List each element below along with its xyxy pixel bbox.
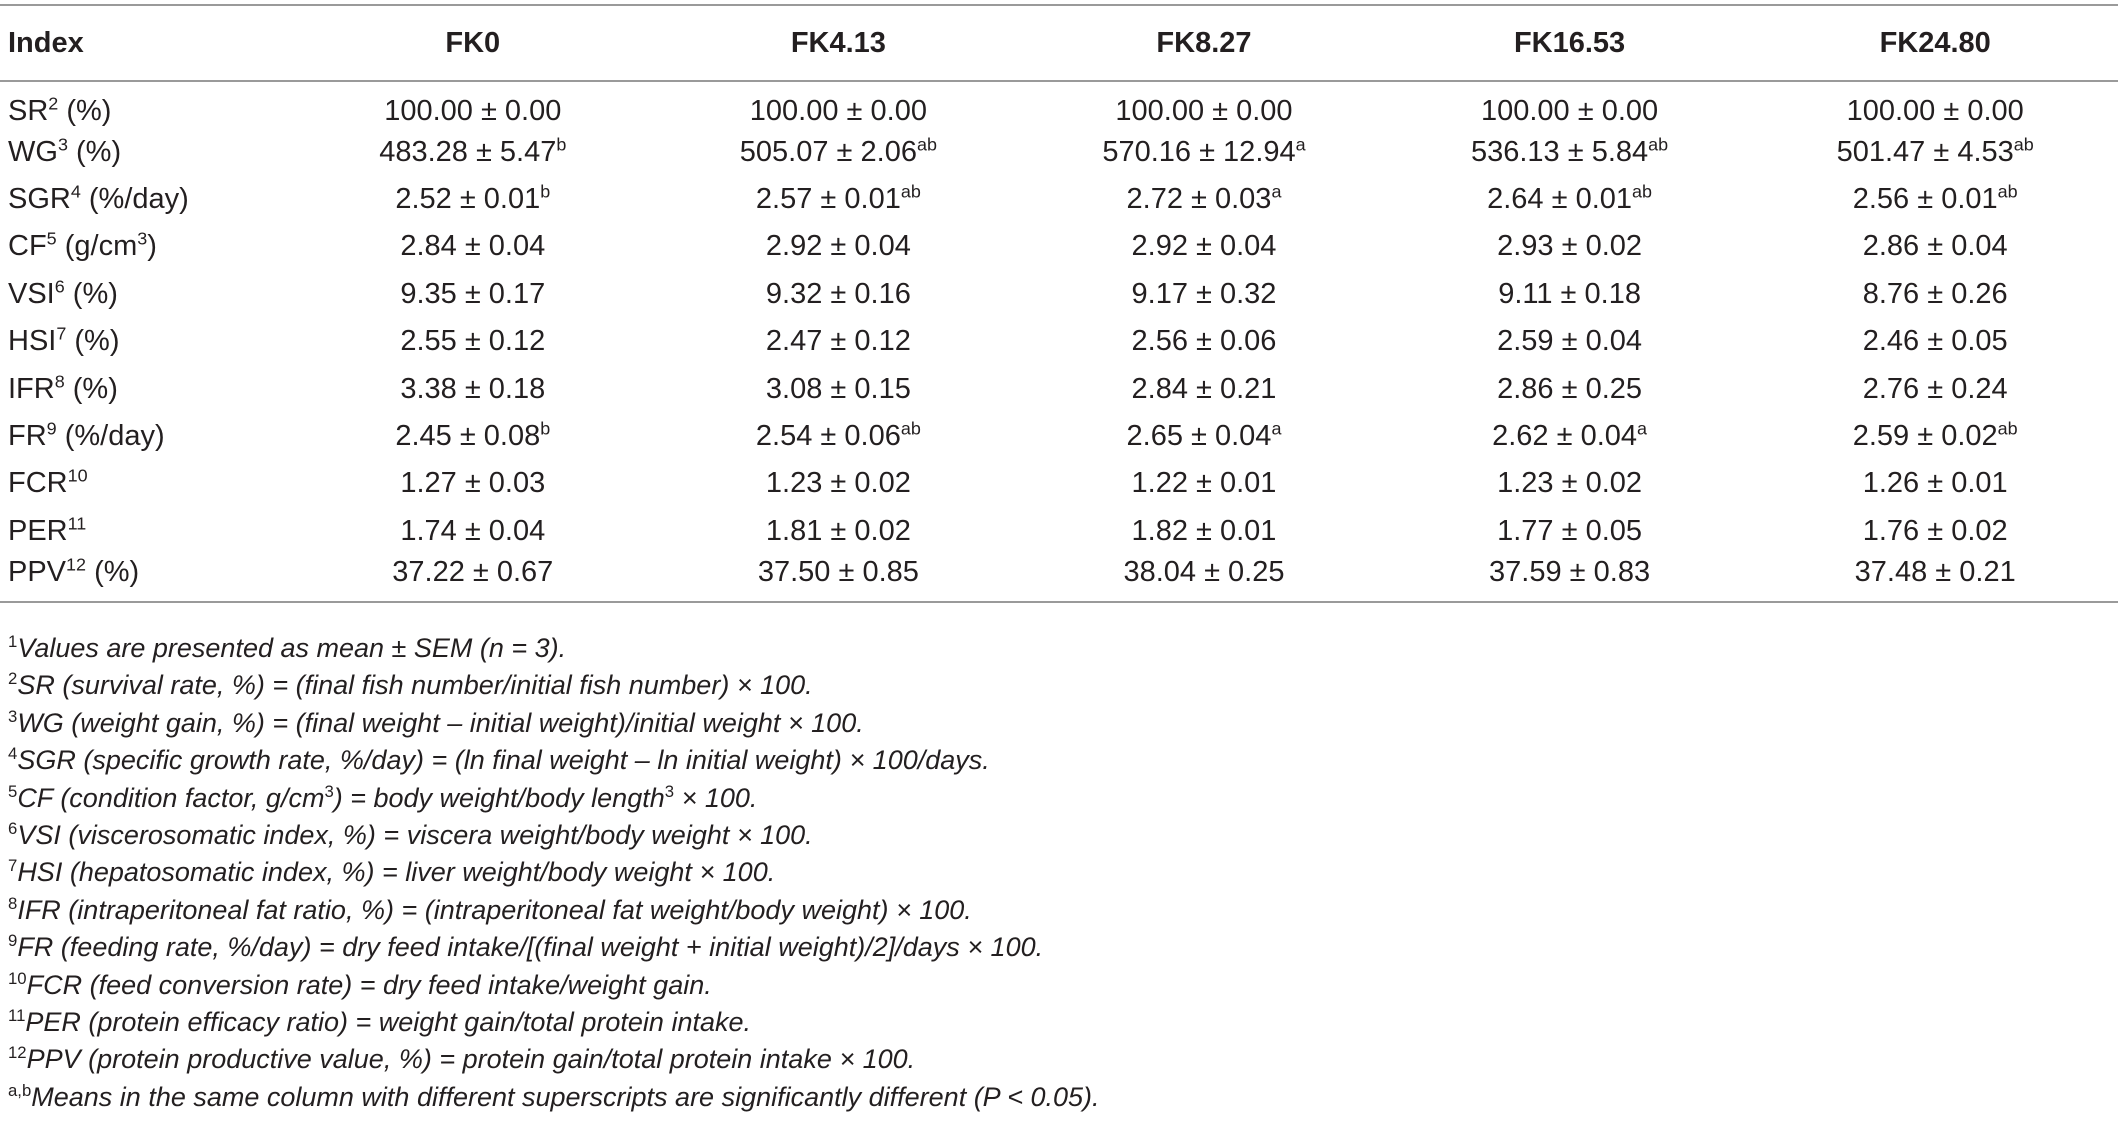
row-label: PER xyxy=(8,514,68,547)
table-cell xyxy=(1387,365,1753,412)
table-cell xyxy=(290,318,656,365)
row-label-cell xyxy=(0,365,290,412)
row-label-cell xyxy=(0,460,290,507)
row-label: FR xyxy=(8,419,47,452)
footnote-text: HSI (hepatosomatic index, %) = liver weight/body weight × 100. xyxy=(17,857,776,888)
table-cell xyxy=(1752,128,2118,175)
table-cell xyxy=(656,271,1022,318)
cell-value: 1.22 ± 0.01 xyxy=(1131,467,1277,500)
table-cell xyxy=(656,413,1022,460)
footnote-text: FR (feeding rate, %/day) = dry feed intake/[(final weight + initial weight)/2]/days × 100. xyxy=(17,932,1044,963)
row-unit: (%) xyxy=(86,555,140,588)
cell-value: 100.00 ± 0.00 xyxy=(1115,94,1293,127)
table-cell xyxy=(1752,223,2118,270)
footnote xyxy=(8,780,1100,817)
row-label: VSI xyxy=(8,277,55,310)
row-label-footnote-mark: 12 xyxy=(66,553,87,574)
cell-value: 1.77 ± 0.05 xyxy=(1497,514,1643,547)
header-fk4-13: FK4.13 xyxy=(656,5,1022,81)
row-label: PPV xyxy=(8,555,67,588)
row-label: WG xyxy=(8,135,58,168)
footnote-mark: 6 xyxy=(8,819,18,839)
table-cell xyxy=(1752,555,2118,602)
table-cell xyxy=(1752,460,2118,507)
significance-superscript: a xyxy=(1637,418,1648,439)
row-label-cell xyxy=(0,223,290,270)
cell-value: 483.28 ± 5.47 xyxy=(379,135,557,168)
cell-value: 2.65 ± 0.04 xyxy=(1126,419,1272,452)
row-unit: (%) xyxy=(67,135,122,168)
row-label-cell xyxy=(0,128,290,175)
footnote-mark: 1 xyxy=(8,632,18,651)
significance-superscript: ab xyxy=(1648,133,1669,154)
cell-value: 2.86 ± 0.04 xyxy=(1862,230,2008,263)
row-unit-end: ) xyxy=(147,230,157,263)
footnote-text: CF (condition factor, g/cm xyxy=(17,782,325,813)
table-row xyxy=(0,271,2118,318)
table-cell xyxy=(1387,128,1753,175)
header-fk24-80: FK24.80 xyxy=(1752,5,2118,81)
table-cell xyxy=(656,128,1022,175)
cell-value: 2.93 ± 0.02 xyxy=(1497,230,1643,263)
table-cell xyxy=(1752,365,2118,412)
significance-superscript: b xyxy=(540,418,551,439)
row-label-footnote-mark: 2 xyxy=(48,93,59,114)
cell-value: 38.04 ± 0.25 xyxy=(1123,555,1285,588)
row-label: FCR xyxy=(8,467,68,500)
cell-value: 2.46 ± 0.05 xyxy=(1862,325,2008,358)
table-cell xyxy=(1752,508,2118,555)
significance-superscript: ab xyxy=(900,418,921,439)
table-row xyxy=(0,365,2118,412)
row-label: IFR xyxy=(8,372,55,405)
cell-value: 2.84 ± 0.04 xyxy=(400,230,546,263)
footnote-text: IFR (intraperitoneal fat ratio, %) = (intraperitoneal fat weight/body weight) × 100. xyxy=(17,894,972,925)
footnote-mark: 4 xyxy=(8,744,18,764)
header-fk0: FK0 xyxy=(290,5,656,81)
table-cell xyxy=(1021,81,1387,128)
table-cell xyxy=(1387,413,1753,460)
cell-value: 37.59 ± 0.83 xyxy=(1489,555,1651,588)
cell-value: 2.59 ± 0.02 xyxy=(1852,419,1998,452)
table-cell xyxy=(1752,81,2118,128)
footnote-superscript: 3 xyxy=(324,781,334,801)
cell-value: 2.55 ± 0.12 xyxy=(400,325,546,358)
table-cell xyxy=(1752,271,2118,318)
table-cell xyxy=(1387,555,1753,602)
significance-superscript: a xyxy=(1295,133,1306,154)
table-cell xyxy=(1021,413,1387,460)
table-cell xyxy=(1387,318,1753,365)
footnote-mark: 2 xyxy=(8,669,18,689)
footnote xyxy=(8,967,1100,1004)
cell-value: 1.81 ± 0.02 xyxy=(765,514,911,547)
cell-value: 9.17 ± 0.32 xyxy=(1131,277,1277,310)
header-fk16-53: FK16.53 xyxy=(1387,5,1753,81)
table-cell xyxy=(1387,81,1753,128)
footnote xyxy=(8,1004,1100,1041)
table-cell xyxy=(290,81,656,128)
footnote-text: × 100. xyxy=(674,782,758,813)
row-label-footnote-mark: 4 xyxy=(70,181,81,202)
row-label: SGR xyxy=(8,182,71,215)
table-cell xyxy=(290,128,656,175)
footnote-mark: 9 xyxy=(8,931,18,951)
table-cell xyxy=(1021,508,1387,555)
cell-value: 501.47 ± 4.53 xyxy=(1836,135,2014,168)
cell-value: 2.64 ± 0.01 xyxy=(1487,182,1633,215)
cell-value: 570.16 ± 12.94 xyxy=(1102,135,1296,168)
cell-value: 2.54 ± 0.06 xyxy=(755,419,901,452)
cell-value: 2.45 ± 0.08 xyxy=(395,419,541,452)
footnote-mark: 11 xyxy=(8,1006,26,1026)
cell-value: 37.22 ± 0.67 xyxy=(392,555,554,588)
table-cell xyxy=(656,460,1022,507)
table-cell xyxy=(1387,460,1753,507)
cell-value: 2.76 ± 0.24 xyxy=(1862,372,2008,405)
table-cell xyxy=(1387,508,1753,555)
header-fk8-27: FK8.27 xyxy=(1021,5,1387,81)
footnote-mark: 3 xyxy=(8,706,18,726)
significance-superscript: ab xyxy=(1997,418,2018,439)
cell-value: 100.00 ± 0.00 xyxy=(749,94,927,127)
footnote xyxy=(8,929,1100,966)
table-cell xyxy=(1021,365,1387,412)
cell-value: 2.72 ± 0.03 xyxy=(1126,182,1272,215)
table-cell xyxy=(1752,176,2118,223)
footnote-text: ) = body weight/body length xyxy=(333,782,665,813)
row-label-cell xyxy=(0,81,290,128)
cell-value: 100.00 ± 0.00 xyxy=(1846,94,2024,127)
table-cell xyxy=(1021,318,1387,365)
table-row xyxy=(0,223,2118,270)
table-row xyxy=(0,555,2118,602)
cell-value: 9.11 ± 0.18 xyxy=(1498,277,1641,310)
table-cell xyxy=(656,81,1022,128)
footnote-text: VSI (viscerosomatic index, %) = viscera weight/body weight × 100. xyxy=(17,820,813,851)
table-cell xyxy=(656,223,1022,270)
footnote-mark: 8 xyxy=(8,893,18,913)
table-row xyxy=(0,508,2118,555)
table-cell xyxy=(1387,223,1753,270)
table-cell xyxy=(1021,555,1387,602)
header-index: Index xyxy=(0,5,290,81)
footnote xyxy=(8,1079,1100,1116)
row-label-cell xyxy=(0,508,290,555)
row-label-footnote-mark: 8 xyxy=(54,370,65,391)
cell-value: 505.07 ± 2.06 xyxy=(739,135,917,168)
table-cell xyxy=(1387,176,1753,223)
cell-value: 1.82 ± 0.01 xyxy=(1131,514,1277,547)
cell-value: 2.92 ± 0.04 xyxy=(765,230,911,263)
cell-value: 2.86 ± 0.25 xyxy=(1497,372,1643,405)
cell-value: 1.26 ± 0.01 xyxy=(1862,467,2008,500)
footnote-text: PER (protein efficacy ratio) = weight gain/total protein intake. xyxy=(25,1007,751,1038)
footnote-mark: a,b xyxy=(8,1080,32,1100)
row-label-footnote-mark: 3 xyxy=(57,133,68,154)
footnote-text: Values are presented as mean ± SEM (n = 3). xyxy=(17,633,567,663)
row-unit: (%/day) xyxy=(56,419,165,452)
footnote-mark: 12 xyxy=(8,1043,27,1063)
row-label-cell xyxy=(0,555,290,602)
cell-value: 1.27 ± 0.03 xyxy=(400,467,546,500)
cell-value: 1.23 ± 0.02 xyxy=(765,467,911,500)
table-cell xyxy=(1021,271,1387,318)
table-footnotes xyxy=(8,630,1100,1116)
row-label-cell xyxy=(0,176,290,223)
significance-superscript: a xyxy=(1271,418,1282,439)
table-cell xyxy=(1021,223,1387,270)
cell-value: 37.48 ± 0.21 xyxy=(1854,555,2016,588)
cell-value: 2.62 ± 0.04 xyxy=(1492,419,1638,452)
table-cell xyxy=(656,508,1022,555)
significance-superscript: ab xyxy=(2013,133,2034,154)
cell-value: 536.13 ± 5.84 xyxy=(1470,135,1649,168)
cell-value: 1.74 ± 0.04 xyxy=(400,514,546,547)
footnote xyxy=(8,1041,1100,1078)
table-cell xyxy=(1752,413,2118,460)
table-cell xyxy=(656,318,1022,365)
cell-value: 2.57 ± 0.01 xyxy=(755,182,901,215)
row-unit: (%) xyxy=(64,372,118,405)
cell-value: 2.84 ± 0.21 xyxy=(1131,372,1277,405)
significance-superscript: b xyxy=(540,181,551,202)
cell-value: 9.35 ± 0.17 xyxy=(400,277,546,310)
row-label-footnote-mark: 9 xyxy=(46,418,57,439)
cell-value: 1.23 ± 0.02 xyxy=(1497,467,1643,500)
footnote xyxy=(8,630,1100,667)
footnote-text: PPV (protein productive value, %) = protein gain/total protein intake × 100. xyxy=(26,1044,916,1075)
significance-superscript: ab xyxy=(1997,181,2018,202)
growth-performance-table xyxy=(0,4,2118,603)
table-row xyxy=(0,413,2118,460)
significance-superscript: b xyxy=(556,133,567,154)
row-label-footnote-mark: 10 xyxy=(67,465,88,486)
table-cell xyxy=(290,271,656,318)
footnote-text: Means in the same column with different superscripts are significantly different (P < 0.05). xyxy=(31,1081,1100,1112)
footnote-text: FCR (feed conversion rate) = dry feed intake/weight gain. xyxy=(26,969,712,1000)
footnote-mark: 7 xyxy=(8,856,18,876)
row-label-footnote-mark: 7 xyxy=(56,323,67,344)
significance-superscript: a xyxy=(1271,181,1282,202)
significance-superscript: ab xyxy=(1632,181,1653,202)
footnote-superscript: 3 xyxy=(664,781,675,801)
cell-value: 2.52 ± 0.01 xyxy=(395,182,541,215)
table-cell xyxy=(290,176,656,223)
cell-value: 2.92 ± 0.04 xyxy=(1131,230,1277,263)
row-label-footnote-mark: 11 xyxy=(67,513,87,534)
cell-value: 37.50 ± 0.85 xyxy=(757,555,919,588)
table-row xyxy=(0,176,2118,223)
row-unit: (%) xyxy=(64,277,118,310)
footnote-mark: 5 xyxy=(8,781,18,801)
cell-value: 8.76 ± 0.26 xyxy=(1862,277,2008,310)
cell-value: 100.00 ± 0.00 xyxy=(384,94,562,127)
cell-value: 1.76 ± 0.02 xyxy=(1862,514,2008,547)
footnote-text: WG (weight gain, %) = (final weight – initial weight)/initial weight × 100. xyxy=(17,707,864,738)
table-cell xyxy=(1021,460,1387,507)
footnote xyxy=(8,854,1100,891)
cell-value: 100.00 ± 0.00 xyxy=(1480,94,1659,127)
table-header-row xyxy=(0,5,2118,81)
table-cell xyxy=(290,555,656,602)
table-row xyxy=(0,318,2118,365)
row-label: SR xyxy=(8,94,49,127)
table-cell xyxy=(1752,318,2118,365)
table-cell xyxy=(1387,271,1753,318)
row-unit: (g/cm xyxy=(56,230,138,263)
footnote xyxy=(8,817,1100,854)
row-label-cell xyxy=(0,413,290,460)
table-cell xyxy=(290,413,656,460)
significance-superscript: ab xyxy=(916,133,937,154)
cell-value: 2.56 ± 0.01 xyxy=(1852,182,1998,215)
footnote xyxy=(8,667,1100,704)
footnote xyxy=(8,705,1100,742)
row-unit: (%/day) xyxy=(80,182,189,215)
table-row xyxy=(0,460,2118,507)
table-cell xyxy=(656,176,1022,223)
table-cell xyxy=(656,555,1022,602)
table-cell xyxy=(1021,176,1387,223)
row-label-footnote-mark: 5 xyxy=(46,228,57,249)
footnote-text: SR (survival rate, %) = (final fish number/initial fish number) × 100. xyxy=(17,670,813,701)
cell-value: 2.47 ± 0.12 xyxy=(765,325,911,358)
footnote-mark: 10 xyxy=(8,968,27,988)
cell-value: 2.59 ± 0.04 xyxy=(1497,325,1643,358)
table-row xyxy=(0,81,2118,128)
row-label: HSI xyxy=(8,325,57,358)
footnote-text: SGR (specific growth rate, %/day) = (ln final weight – ln initial weight) × 100/days. xyxy=(17,745,990,776)
row-label-cell xyxy=(0,318,290,365)
table-cell xyxy=(290,223,656,270)
row-label: CF xyxy=(8,230,47,263)
cell-value: 2.56 ± 0.06 xyxy=(1131,325,1277,358)
row-unit: (%) xyxy=(66,325,120,358)
cell-value: 9.32 ± 0.16 xyxy=(765,277,911,310)
row-label-cell xyxy=(0,271,290,318)
footnote xyxy=(8,892,1100,929)
table-cell xyxy=(290,365,656,412)
significance-superscript: ab xyxy=(900,181,921,202)
cell-value: 3.38 ± 0.18 xyxy=(400,372,546,405)
table-cell xyxy=(290,508,656,555)
row-unit-exponent: 3 xyxy=(137,228,148,249)
table-cell xyxy=(656,365,1022,412)
table-cell xyxy=(290,460,656,507)
cell-value: 3.08 ± 0.15 xyxy=(765,372,911,405)
row-label-footnote-mark: 6 xyxy=(54,276,65,297)
footnote xyxy=(8,742,1100,779)
table-cell xyxy=(1021,128,1387,175)
row-unit: (%) xyxy=(58,94,112,127)
table-row xyxy=(0,128,2118,175)
